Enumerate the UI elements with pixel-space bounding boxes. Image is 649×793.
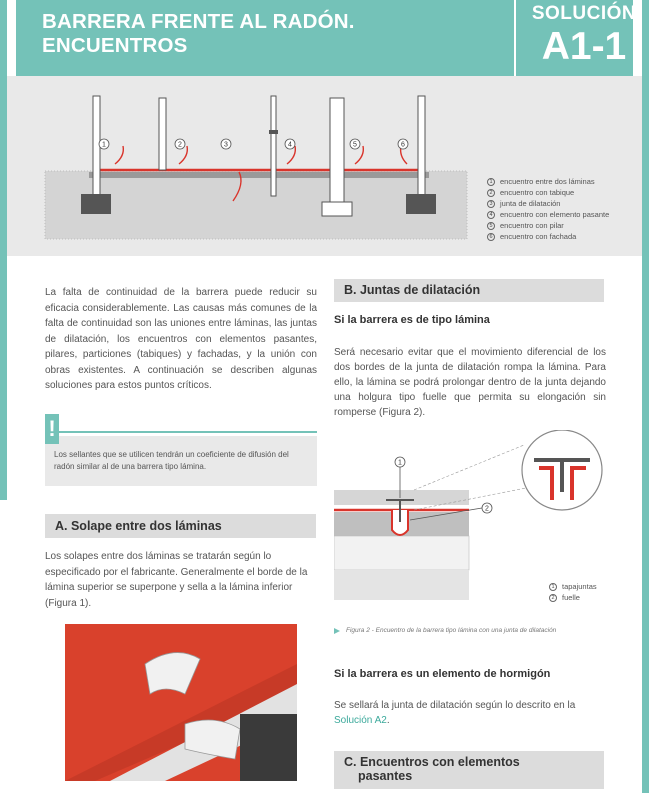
legend-number: 4 <box>487 211 495 219</box>
floor-slab <box>89 172 429 178</box>
diagram-marker-5 <box>350 139 360 149</box>
page-title <box>42 10 492 58</box>
diagram-marker-4 <box>285 139 295 149</box>
legend-number: 3 <box>487 200 495 208</box>
solution-code: A1-1 <box>541 25 627 68</box>
diagram-marker-1-label: 1 <box>102 141 106 149</box>
right-accent-strip <box>642 0 649 793</box>
legend-item <box>487 231 609 242</box>
section-a-paragraph: Los solapes entre dos láminas se tratarán según lo especificado por el fabricante. Generalmente el borde de la lámina superior se superpone y sella a la lámina inferior (Figura 1). <box>45 551 308 609</box>
page-title-line-1: BARRERA FRENTE AL RADÓN. <box>42 10 355 33</box>
fig2-detail-leader-top <box>414 445 524 490</box>
section-c-heading-line-2: pasantes <box>358 769 413 783</box>
fig2-ground <box>334 570 469 600</box>
fig2-marker-2-label: 2 <box>485 505 489 513</box>
legend-item <box>487 187 609 198</box>
barrier-diagram-band <box>7 76 642 256</box>
through-element <box>271 96 276 196</box>
legend-number: 2 <box>549 594 557 602</box>
legend-item <box>487 220 609 231</box>
legend-text: encuentro con pilar <box>500 221 564 230</box>
legend-text: encuentro con tabique <box>500 188 575 197</box>
section-b-heading: B. Juntas de dilatación <box>334 279 604 302</box>
partition-wall <box>159 98 166 170</box>
section-b-subheading-concrete: Si la barrera es un elemento de hormigón <box>334 668 551 680</box>
left-footing <box>81 194 111 214</box>
page-header <box>16 0 637 76</box>
legend-item <box>549 592 597 603</box>
through-element-collar <box>269 130 278 134</box>
note-text: Los sellantes que se utilicen tendrán un coeficiente de difusión del radón similar al de una barrera tipo lámina. <box>54 450 289 471</box>
page-title-line-2: ENCUENTROS <box>42 34 188 57</box>
intro-paragraph: La falta de continuidad de la barrera puede reducir su eficacia considerablemente. Las causas más comunes de la falta de continuidad son las uniones entre láminas, las juntas de dilatación, los encuentros con elementos pasantes, pilares, particiones (tabiques) y fachadas, y la unión con obras existentes. A continuación se describen algunas soluciones para estos puntos críticos. <box>45 287 317 391</box>
solution-label: SOLUCIÓN <box>531 3 637 24</box>
fig2-marker-1 <box>395 457 405 467</box>
legend-text: encuentro entre dos láminas <box>500 177 595 186</box>
legend-item <box>487 176 609 187</box>
section-c-heading-line-1: C. Encuentros con elementos <box>344 755 520 769</box>
section-c-heading <box>334 751 604 789</box>
left-wall <box>93 96 100 196</box>
figure-2-legend <box>549 581 597 603</box>
legend-text: encuentro con fachada <box>500 232 577 241</box>
fig2-marker-2 <box>482 503 492 513</box>
fig2-slab-top <box>334 490 469 505</box>
radon-arrow-1 <box>115 146 123 164</box>
figure-2-caption-text: Figura 2 - Encuentro de la barrera tipo lámina con una junta de dilatación <box>346 627 557 634</box>
diagram-marker-3 <box>221 139 231 149</box>
legend-number: 6 <box>487 233 495 241</box>
sleeve <box>240 714 297 781</box>
left-accent-strip <box>0 0 7 500</box>
legend-text: encuentro con elemento pasante <box>500 210 610 219</box>
fig2-gravel-layer <box>334 536 469 570</box>
section-b-paragraph-concrete <box>334 698 606 728</box>
fig2-marker-1-label: 1 <box>398 459 402 467</box>
right-wall <box>418 96 425 196</box>
concrete-text-end: . <box>386 715 390 726</box>
figure-2-caption <box>334 627 556 634</box>
legend-text: junta de dilatación <box>500 199 561 208</box>
diagram-marker-3-label: 3 <box>224 141 228 149</box>
caption-marker-icon <box>334 628 340 634</box>
diagram-marker-2 <box>175 139 185 149</box>
diagram-marker-5-label: 5 <box>353 141 357 149</box>
diagram-marker-4-label: 4 <box>288 141 292 149</box>
exclamation-icon: ! <box>45 414 59 444</box>
diagram-marker-6-label: 6 <box>401 141 405 149</box>
legend-item <box>549 581 597 592</box>
note-top-rule <box>45 431 317 433</box>
legend-text: tapajuntas <box>562 582 597 591</box>
legend-number: 5 <box>487 222 495 230</box>
legend-item <box>487 209 609 220</box>
concrete-text-start: Se sellará la junta de dilatación según lo descrito en la <box>334 700 576 711</box>
right-footing <box>406 194 436 214</box>
diagram-marker-2-label: 2 <box>178 141 182 149</box>
solution-a2-link[interactable]: Solución A2 <box>334 715 387 726</box>
legend-number: 1 <box>549 583 557 591</box>
section-b-subheading-membrane: Si la barrera es de tipo lámina <box>334 314 490 326</box>
figure-1-photo <box>65 624 297 781</box>
pillar <box>330 98 344 206</box>
pillar-footing <box>322 202 352 216</box>
legend-number: 2 <box>487 189 495 197</box>
diagram-legend <box>487 176 609 242</box>
legend-number: 1 <box>487 178 495 186</box>
section-b-paragraph-membrane: Será necesario evitar que el movimiento diferencial de los dos bordes de la junta de dilatación rompa la lámina. Para ello, la lámina se podrá prolongar dentro de la junta dejando una holgura tipo fuelle que permita su elongación sin romperse (Figura 2). <box>334 347 606 418</box>
legend-text: fuelle <box>562 593 580 602</box>
diagram-marker-1 <box>99 139 109 149</box>
solution-badge <box>514 0 649 76</box>
legend-item <box>487 198 609 209</box>
diagram-marker-6 <box>398 139 408 149</box>
section-a-heading: A. Solape entre dos láminas <box>45 514 316 538</box>
